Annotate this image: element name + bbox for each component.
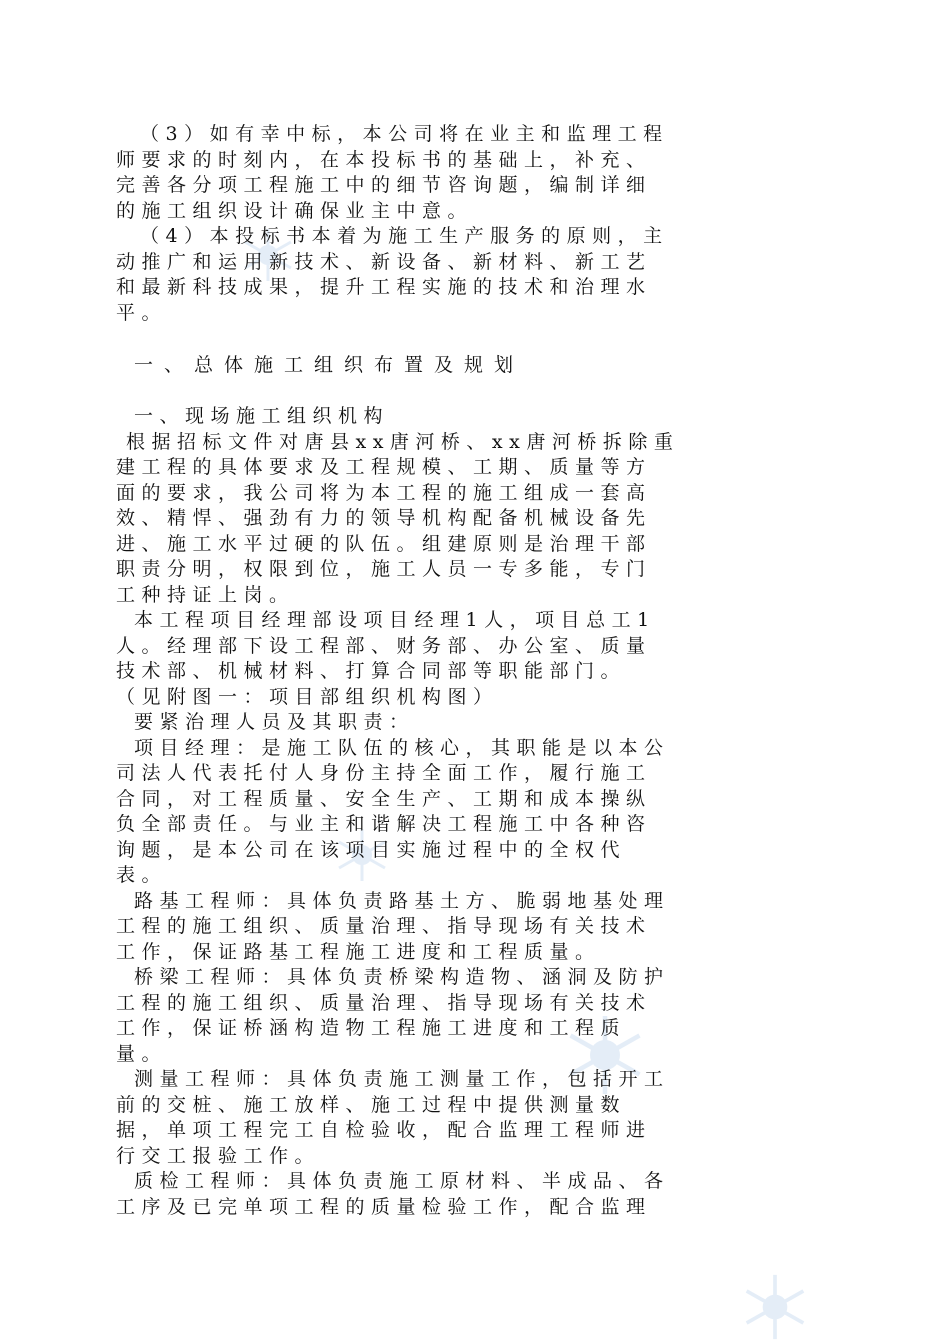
text-line: 路基工程师：具体负责路基土方、脆弱地基处理 xyxy=(134,889,670,912)
text-line: 进、施工水平过硬的队伍。组建原则是治理干部 xyxy=(116,532,652,555)
text-line: 桥梁工程师：具体负责桥梁构造物、涵洞及防护 xyxy=(134,966,670,988)
text-line: 行交工报验工作。 xyxy=(116,1144,321,1167)
text-line: 动推广和运用新技术、新设备、新材料、新工艺 xyxy=(116,250,652,273)
text-line: 本工程项目经理部设项目经理1人，项目总工1 xyxy=(134,609,656,631)
text-line: 据，单项工程完工自检验收，配合监理工程师进 xyxy=(116,1119,652,1141)
text-line: 司法人代表托付人身份主持全面工作，履行施工 xyxy=(116,762,652,784)
text-line: 合同，对工程质量、安全生产、工期和成本操纵 xyxy=(116,787,652,810)
text-line: 和最新科技成果，提升工程实施的技术和治理水 xyxy=(116,276,652,298)
text-line: 要紧治理人员及其职责： xyxy=(134,711,415,733)
text-line: （4）本投标书本着为施工生产服务的原则，主 xyxy=(140,225,669,247)
text-line: 平。 xyxy=(116,301,168,324)
text-line: 面的要求，我公司将为本工程的施工组成一套高 xyxy=(116,481,652,504)
text-line: 工作，保证路基工程施工进度和工程质量。 xyxy=(116,940,601,963)
text-line: 前的交桩、施工放样、施工过程中提供测量数 xyxy=(116,1093,627,1116)
text-line: 表。 xyxy=(116,864,168,886)
snowflake-watermark-icon xyxy=(738,1270,812,1344)
text-line: （3）如有幸中标，本公司将在业主和监理工程 xyxy=(140,123,669,145)
text-line: 质检工程师：具体负责施工原材料、半成品、各 xyxy=(134,1170,670,1192)
text-line: 建工程的具体要求及工程规模、工期、质量等方 xyxy=(116,456,652,478)
text-line: 完善各分项工程施工中的细节咨询题，编制详细 xyxy=(116,174,652,196)
text-line: 测量工程师：具体负责施工测量工作，包括开工 xyxy=(134,1068,670,1090)
text-line: 人。经理部下设工程部、财务部、办公室、质量 xyxy=(116,634,652,657)
text-line: 根据招标文件对唐县xx唐河桥、xx唐河桥拆除重 xyxy=(126,430,680,453)
text-line: 职责分明，权限到位，施工人员一专多能，专门 xyxy=(116,558,652,580)
intro-paragraphs xyxy=(116,122,832,326)
text-line: 工序及已完单项工程的质量检验工作，配合监理 xyxy=(116,1195,652,1218)
text-line: 工种持证上岗。 xyxy=(116,583,295,606)
text-line: （见附图一：项目部组织机构图） xyxy=(116,685,499,708)
text-line: 的施工组织设计确保业主中意。 xyxy=(116,199,474,222)
text-line: 工作，保证桥涵构造物工程施工进度和工程质 xyxy=(116,1017,627,1039)
section-heading-wrap xyxy=(116,353,832,379)
text-line: 工程的施工组织、质量治理、指导现场有关技术 xyxy=(116,915,652,937)
subsection-heading: 一、现场施工组织机构 xyxy=(134,405,390,427)
text-line: 师要求的时刻内，在本投标书的基础上，补充、 xyxy=(116,148,652,171)
text-line: 工程的施工组织、质量治理、指导现场有关技术 xyxy=(116,991,652,1014)
text-line: 效、精悍、强劲有力的领导机构配备机械设备先 xyxy=(116,507,652,529)
text-line: 项目经理：是施工队伍的核心，其职能是以本公 xyxy=(134,736,670,759)
text-line: 技术部、机械材料、打算合同部等职能部门。 xyxy=(116,660,627,682)
section-heading: 一、总体施工组织布置及规划 xyxy=(134,354,525,376)
text-line: 量。 xyxy=(116,1042,168,1065)
text-line: 询题，是本公司在该项目实施过程中的全权代 xyxy=(116,838,627,861)
text-line: 负全部责任。与业主和谐解决工程施工中各种咨 xyxy=(116,813,652,835)
body-text xyxy=(116,404,832,1220)
